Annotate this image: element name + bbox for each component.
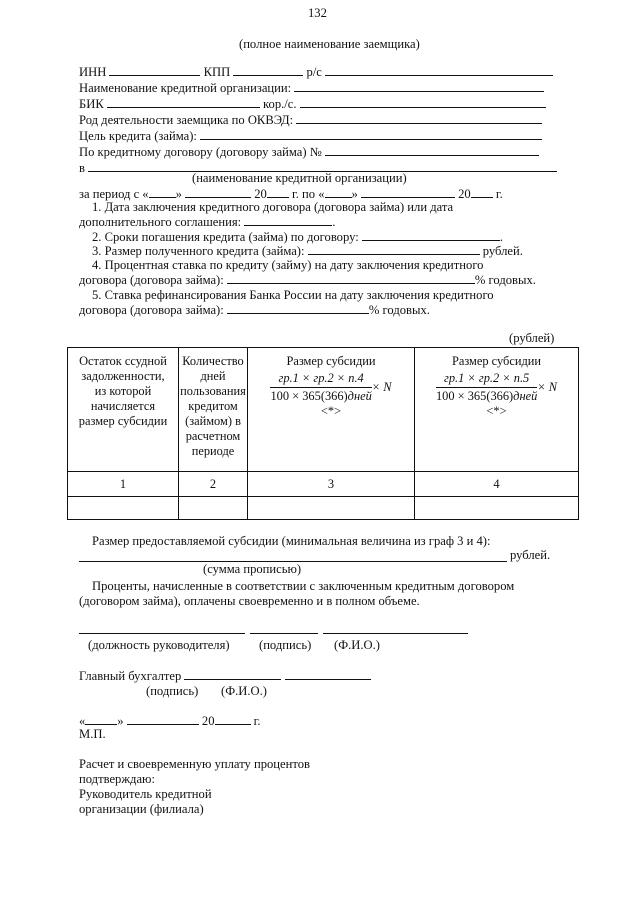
formula-2-fraction: $\frac{гр.1 \times гр.2 \times п.5}{\text{100 × 365(366)дней}}$ (435, 371, 538, 403)
item-4-line-b: договора (договора займа): % годовых. (79, 273, 536, 287)
inn-row (79, 64, 553, 80)
period-end-month[interactable] (361, 186, 455, 198)
header-days-count: Количество дней пользования кредитом (займом) в расчетном периоде (179, 348, 248, 472)
subsidy-1-cell[interactable] (248, 497, 415, 520)
table-header-row (68, 348, 579, 472)
table-number-row (68, 472, 579, 497)
column-number: 1 (68, 472, 179, 497)
header-debt-balance: Остаток ссудной задолженности, из которой начисляется размер субсидии (68, 348, 179, 472)
confirm-line-3: Руководитель кредитной (79, 787, 212, 801)
signature-caption: (подпись) (259, 638, 312, 652)
signature-field[interactable] (250, 633, 318, 634)
period-start-day[interactable] (149, 186, 176, 198)
item-4-line-a: 4. Процентная ставка по кредиту (займу) на дату заключения кредитного (92, 258, 484, 272)
bik-row (79, 96, 546, 112)
borrower-caption: (полное наименование заемщика) (239, 37, 420, 51)
in-label: в (79, 161, 85, 175)
period-end-day[interactable] (325, 186, 352, 198)
purpose-label: Цель кредита (займа): (79, 129, 197, 143)
purpose-row (79, 128, 542, 144)
date-row: « » 20 г. (79, 714, 261, 728)
interest-rate-field[interactable] (227, 272, 475, 284)
item-2: 2. Сроки погашения кредита (займа) по договору: . (92, 230, 504, 244)
table-row (68, 497, 579, 520)
date-month-field[interactable] (127, 713, 199, 725)
repayment-terms-field[interactable] (362, 229, 500, 241)
contract-row (79, 144, 539, 160)
credit-org-caption: (наименование кредитной организации) (192, 171, 407, 185)
bik-field[interactable] (107, 96, 260, 108)
period-row: за период с « » 20 г. по « » 20 г. (79, 187, 503, 201)
subsidy-end: рублей. (510, 548, 551, 562)
rs-field[interactable] (325, 64, 553, 76)
okved-row (79, 112, 542, 128)
period-start-year[interactable] (267, 186, 289, 198)
column-number: 3 (248, 472, 415, 497)
confirm-line-1: Расчет и своевременную уплату процентов (79, 757, 310, 771)
item-5-line-a: 5. Ставка рефинансирования Банка России на дату заключения кредитного (92, 288, 494, 302)
okved-field[interactable] (296, 112, 542, 124)
date-day-field[interactable] (85, 713, 117, 725)
kpp-label: КПП (203, 65, 231, 79)
interest-line-b: (договором займа), оплачены своевременно и в полном объеме. (79, 594, 420, 608)
contract-date-field[interactable] (244, 214, 332, 226)
fio-field[interactable] (323, 633, 468, 634)
date-year-field[interactable] (215, 713, 251, 725)
inn-field[interactable] (109, 64, 200, 76)
refinancing-rate-field[interactable] (227, 302, 369, 314)
chief-accountant-fio-field[interactable] (285, 668, 371, 680)
confirm-line-4: организации (филиала) (79, 802, 204, 816)
credit-org-field[interactable] (294, 80, 544, 92)
fio-caption: (Ф.И.О.) (334, 638, 380, 652)
inn-label: ИНН (79, 65, 107, 79)
period-end-year[interactable] (471, 186, 493, 198)
stamp-place: М.П. (79, 727, 106, 741)
period-start-month[interactable] (185, 186, 251, 198)
okved-label: Род деятельности заемщика по ОКВЭД: (79, 113, 294, 127)
bik-label: БИК (79, 97, 104, 111)
contract-label: По кредитному договору (договору займа) № (79, 145, 322, 159)
days-count-cell[interactable] (179, 497, 248, 520)
subsidy-label: Размер предоставляемой субсидии (минимальная величина из граф 3 и 4): (92, 534, 491, 548)
confirm-line-2: подтверждаю: (79, 772, 155, 786)
position-field[interactable] (79, 633, 245, 634)
subsidy-table (67, 347, 579, 520)
header-subsidy-formula-2: Размер субсидии $\frac{гр.1 \times гр.2 \times п.5}{\text{100 × 365(366)дней}}$ × N <*> (415, 348, 579, 472)
credit-org-label: Наименование кредитной организации: (79, 81, 292, 95)
header-subsidy-formula-1: Размер субсидии $\frac{гр.1 \times гр.2 \times п.4}{\text{100 × 365(366)дней}}$ × N <*> (248, 348, 415, 472)
column-number: 2 (179, 472, 248, 497)
chief-accountant-signature-field[interactable] (184, 668, 281, 680)
formula-1-fraction: $\frac{гр.1 \times гр.2 \times п.4}{\text{100 × 365(366)дней}}$ (270, 371, 372, 403)
korr-label: кор./с. (263, 97, 297, 111)
korr-field[interactable] (300, 96, 546, 108)
item-1-line-b: дополнительного соглашения: . (79, 215, 336, 229)
signature2-caption: (подпись) (146, 684, 199, 698)
contract-number-field[interactable] (325, 144, 539, 156)
rs-label: р/с (306, 65, 322, 79)
kpp-field[interactable] (233, 64, 303, 76)
chief-accountant-row: Главный бухгалтер (79, 668, 371, 684)
item-1-line-a: 1. Дата заключения кредитного договора (договора займа) или дата (92, 200, 454, 214)
subsidy-2-cell[interactable] (415, 497, 579, 520)
interest-line-a: Проценты, начисленные в соответствии с заключенным кредитным договором (92, 579, 515, 593)
item-3: 3. Размер полученного кредита (займа): рублей. (92, 244, 523, 258)
purpose-field[interactable] (200, 128, 542, 140)
sum-caption: (сумма прописью) (203, 562, 302, 576)
position-caption: (должность руководителя) (88, 638, 230, 652)
loan-amount-field[interactable] (308, 243, 480, 255)
column-number: 4 (415, 472, 579, 497)
item-5-line-b: договора (договора займа): % годовых. (79, 303, 430, 317)
units-label: (рублей) (509, 331, 555, 345)
fio2-caption: (Ф.И.О.) (221, 684, 267, 698)
credit-org-row (79, 80, 544, 96)
debt-balance-cell[interactable] (68, 497, 179, 520)
page-number: 132 (308, 6, 327, 20)
